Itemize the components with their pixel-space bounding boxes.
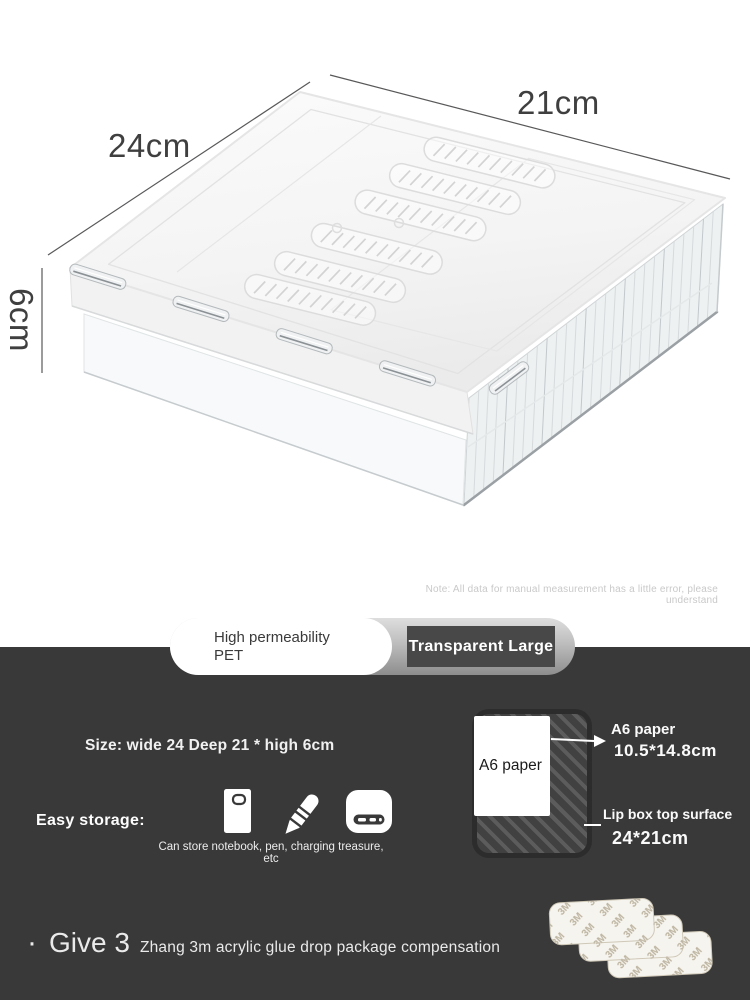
- material-line1: High permeability: [214, 628, 330, 646]
- dimension-height-label: 6cm: [3, 288, 40, 352]
- a6-paper-label: A6 paper: [479, 757, 542, 774]
- a6-callout-title: A6 paper: [611, 721, 676, 738]
- box-callout-title: Lip box top surface: [603, 806, 733, 822]
- bullet-icon: ·: [27, 926, 37, 959]
- promo-highlight: Give 3: [49, 927, 130, 958]
- material-tag-pill: [170, 618, 575, 675]
- measurement-note: Note: All data for manual measurement has a little error, please understand: [425, 584, 718, 606]
- variant-badge: Transparent Large: [407, 626, 555, 667]
- a6-callout-size: 10.5*14.8cm: [614, 741, 717, 760]
- size-spec: Size: wide 24 Deep 21 * high 6cm: [85, 737, 335, 754]
- promo-text: Zhang 3m acrylic glue drop package compensation: [139, 939, 501, 956]
- dimension-width-label: 24cm: [108, 127, 191, 164]
- pen-icon: [286, 801, 313, 834]
- storage-icons: [210, 784, 395, 838]
- adhesive-strips: [543, 893, 733, 993]
- material-tag: [170, 618, 392, 675]
- notebook-icon: [224, 789, 251, 833]
- storage-caption: Can store notebook, pen, charging treasure, etc: [158, 841, 384, 865]
- promo-line: [27, 926, 500, 960]
- glue-strip: [549, 898, 655, 945]
- a6-paper-graphic: [474, 716, 550, 816]
- arrow-icon: [594, 735, 606, 747]
- storage-label: Easy storage:: [36, 812, 145, 829]
- box-callout-size: 24*21cm: [612, 828, 689, 848]
- material-line2: PET: [214, 646, 244, 664]
- dimension-depth-label: 21cm: [517, 84, 600, 121]
- power-bank-icon: [346, 790, 392, 833]
